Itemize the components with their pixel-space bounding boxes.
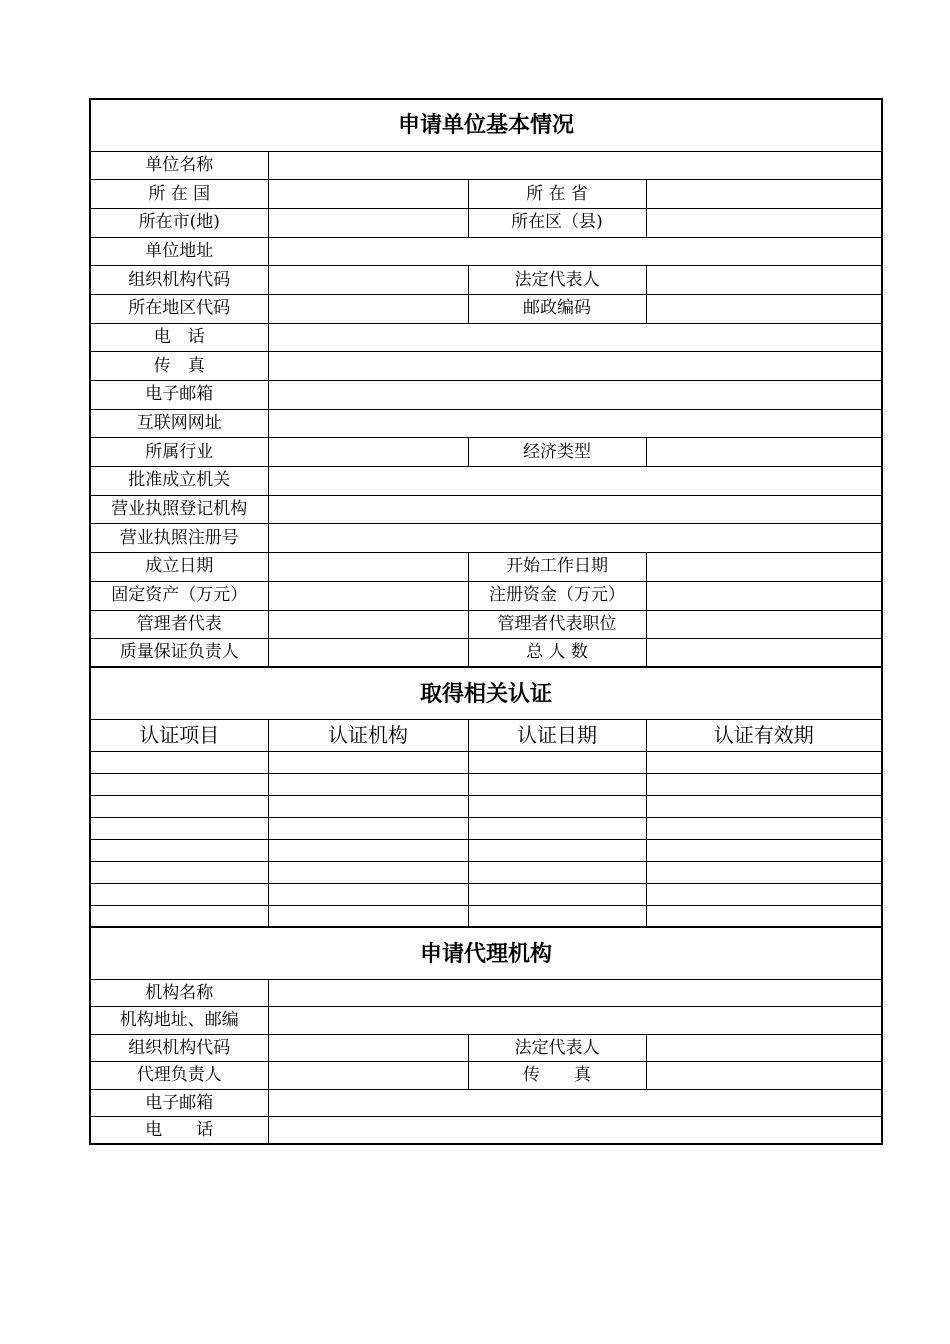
field-org-code[interactable] (268, 266, 468, 295)
label-city: 所在市(地) (90, 208, 268, 237)
table-row (90, 861, 882, 883)
label-qa-head: 质量保证负责人 (90, 639, 268, 668)
cell[interactable] (90, 751, 268, 773)
cell[interactable] (468, 817, 646, 839)
cell[interactable] (646, 861, 882, 883)
field-postal-code[interactable] (646, 294, 882, 323)
cell[interactable] (268, 751, 468, 773)
table-row (90, 905, 882, 927)
cell[interactable] (468, 839, 646, 861)
field-approval-org[interactable] (268, 467, 882, 496)
field-agency-org-code[interactable] (268, 1034, 468, 1062)
field-country[interactable] (268, 180, 468, 209)
label-work-start: 开始工作日期 (468, 553, 646, 582)
cell[interactable] (468, 905, 646, 927)
field-fixed-assets[interactable] (268, 581, 468, 610)
label-manager-pos: 管理者代表职位 (468, 610, 646, 639)
label-reg-capital: 注册资金（万元） (468, 581, 646, 610)
cell[interactable] (646, 839, 882, 861)
label-agency-fax: 传 真 (468, 1062, 646, 1090)
cell[interactable] (90, 817, 268, 839)
field-unit-name[interactable] (268, 151, 882, 180)
field-address[interactable] (268, 237, 882, 266)
label-legal-rep: 法定代表人 (468, 266, 646, 295)
label-industry: 所属行业 (90, 438, 268, 467)
field-agency-fax[interactable] (646, 1062, 882, 1090)
cell[interactable] (646, 773, 882, 795)
cell[interactable] (90, 905, 268, 927)
field-agency-legal-rep[interactable] (646, 1034, 882, 1062)
cell[interactable] (468, 883, 646, 905)
label-license-no: 营业执照注册号 (90, 524, 268, 553)
cell[interactable] (268, 773, 468, 795)
label-unit-name: 单位名称 (90, 151, 268, 180)
cell[interactable] (90, 773, 268, 795)
application-form-table (89, 98, 883, 1145)
label-district: 所在区（县) (468, 208, 646, 237)
table-row (90, 751, 882, 773)
field-manager-pos[interactable] (646, 610, 882, 639)
table-row (90, 817, 882, 839)
table-row (90, 795, 882, 817)
label-agent-head: 代理负责人 (90, 1062, 268, 1090)
label-fixed-assets: 固定资产（万元） (90, 581, 268, 610)
header-cert-item: 认证项目 (90, 719, 268, 751)
field-legal-rep[interactable] (646, 266, 882, 295)
label-area-code: 所在地区代码 (90, 294, 268, 323)
field-province[interactable] (646, 180, 882, 209)
label-econ-type: 经济类型 (468, 438, 646, 467)
label-province: 所 在 省 (468, 180, 646, 209)
cell[interactable] (268, 839, 468, 861)
label-total-staff: 总 人 数 (468, 639, 646, 668)
label-agency-legal-rep: 法定代表人 (468, 1034, 646, 1062)
cell[interactable] (468, 751, 646, 773)
cell[interactable] (90, 839, 268, 861)
cell[interactable] (90, 861, 268, 883)
field-agency-email[interactable] (268, 1089, 882, 1117)
label-postal-code: 邮政编码 (468, 294, 646, 323)
cell[interactable] (90, 795, 268, 817)
header-cert-date: 认证日期 (468, 719, 646, 751)
field-agency-addr[interactable] (268, 1007, 882, 1035)
header-cert-body: 认证机构 (268, 719, 468, 751)
label-manager: 管理者代表 (90, 610, 268, 639)
section-title-applicant-info: 申请单位基本情况 (90, 99, 882, 151)
field-econ-type[interactable] (646, 438, 882, 467)
field-license-no[interactable] (268, 524, 882, 553)
label-org-code: 组织机构代码 (90, 266, 268, 295)
cell[interactable] (468, 773, 646, 795)
label-country: 所 在 国 (90, 180, 268, 209)
field-est-date[interactable] (268, 553, 468, 582)
cell[interactable] (646, 905, 882, 927)
label-website: 互联网网址 (90, 409, 268, 438)
cell[interactable] (646, 751, 882, 773)
label-agency-addr: 机构地址、邮编 (90, 1007, 268, 1035)
field-email[interactable] (268, 381, 882, 410)
label-agency-email: 电子邮箱 (90, 1089, 268, 1117)
field-city[interactable] (268, 208, 468, 237)
section-title-agency: 申请代理机构 (90, 927, 882, 979)
label-email: 电子邮箱 (90, 381, 268, 410)
cell[interactable] (646, 817, 882, 839)
label-agency-name: 机构名称 (90, 979, 268, 1007)
label-phone: 电 话 (90, 323, 268, 352)
field-district[interactable] (646, 208, 882, 237)
cell[interactable] (468, 861, 646, 883)
header-cert-validity: 认证有效期 (646, 719, 882, 751)
label-agency-phone: 电 话 (90, 1117, 268, 1145)
field-area-code[interactable] (268, 294, 468, 323)
cell[interactable] (90, 883, 268, 905)
field-phone[interactable] (268, 323, 882, 352)
table-row (90, 773, 882, 795)
field-work-start[interactable] (646, 553, 882, 582)
field-qa-head[interactable] (268, 639, 468, 668)
field-license-org[interactable] (268, 495, 882, 524)
field-industry[interactable] (268, 438, 468, 467)
label-address: 单位地址 (90, 237, 268, 266)
field-manager[interactable] (268, 610, 468, 639)
label-license-org: 营业执照登记机构 (90, 495, 268, 524)
field-fax[interactable] (268, 352, 882, 381)
cell[interactable] (268, 817, 468, 839)
label-est-date: 成立日期 (90, 553, 268, 582)
cell[interactable] (268, 905, 468, 927)
cell[interactable] (646, 883, 882, 905)
cell[interactable] (268, 861, 468, 883)
table-row (90, 883, 882, 905)
table-row (90, 839, 882, 861)
label-approval-org: 批准成立机关 (90, 467, 268, 496)
field-agency-phone[interactable] (268, 1117, 882, 1145)
field-agency-name[interactable] (268, 979, 882, 1007)
field-agent-head[interactable] (268, 1062, 468, 1090)
label-agency-org-code: 组织机构代码 (90, 1034, 268, 1062)
cell[interactable] (268, 795, 468, 817)
field-website[interactable] (268, 409, 882, 438)
cell[interactable] (646, 795, 882, 817)
field-reg-capital[interactable] (646, 581, 882, 610)
label-fax: 传 真 (90, 352, 268, 381)
field-total-staff[interactable] (646, 639, 882, 668)
section-title-certifications: 取得相关认证 (90, 667, 882, 719)
cell[interactable] (268, 883, 468, 905)
cell[interactable] (468, 795, 646, 817)
